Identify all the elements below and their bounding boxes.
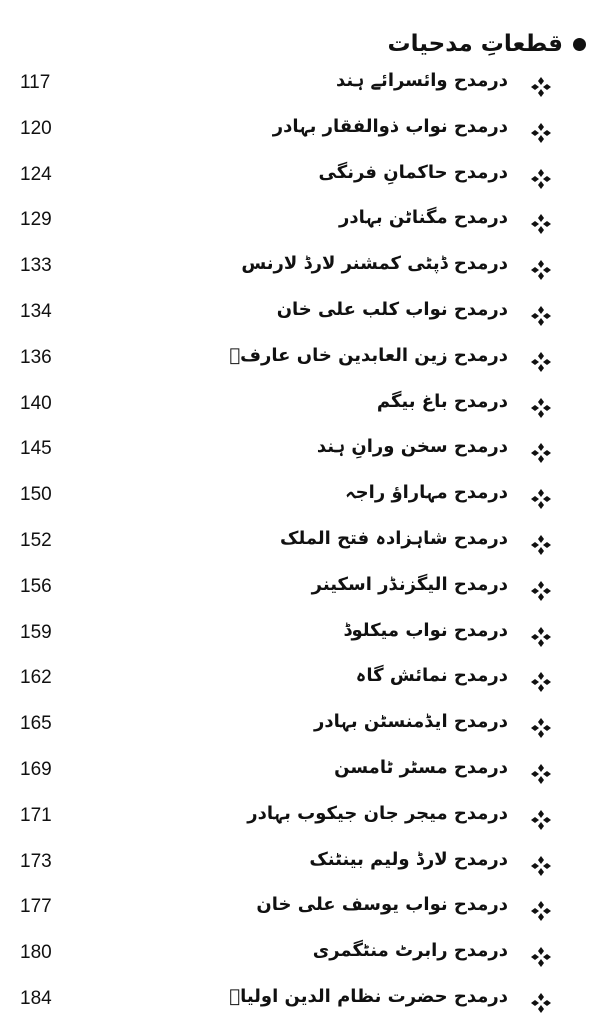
page-number: 134	[20, 300, 52, 322]
toc-row[interactable]	[0, 293, 600, 339]
toc-list	[0, 64, 600, 1026]
four-diamond-bullet-icon	[530, 488, 552, 510]
four-diamond-bullet-icon	[530, 580, 552, 602]
toc-row[interactable]	[0, 659, 600, 705]
page-number: 124	[20, 163, 52, 185]
four-diamond-bullet-icon	[530, 213, 552, 235]
toc-row[interactable]	[0, 751, 600, 797]
entry-title: درمدح نمائش گاہ	[355, 665, 508, 687]
four-diamond-bullet-icon	[530, 351, 552, 373]
toc-row[interactable]	[0, 522, 600, 568]
entry-title: درمدح مسٹر ٹامسن	[334, 756, 508, 778]
four-diamond-bullet-icon	[530, 168, 552, 190]
page-number: 184	[20, 987, 52, 1009]
toc-row[interactable]	[0, 110, 600, 156]
four-diamond-bullet-icon	[530, 717, 552, 739]
toc-row[interactable]	[0, 64, 600, 110]
toc-row[interactable]	[0, 934, 600, 980]
toc-row[interactable]	[0, 705, 600, 751]
entry-title: درمدح مگناٹن بہادر	[339, 207, 508, 229]
toc-row[interactable]	[0, 156, 600, 202]
four-diamond-bullet-icon	[530, 809, 552, 831]
filled-circle-icon	[573, 38, 586, 51]
entry-title: درمدح باغ بیگم	[376, 390, 508, 412]
page-number: 162	[20, 667, 52, 689]
page-number: 136	[20, 346, 52, 368]
four-diamond-bullet-icon	[530, 534, 552, 556]
entry-title: درمدح نواب یوسف علی خان	[256, 894, 508, 916]
toc-row[interactable]	[0, 430, 600, 476]
four-diamond-bullet-icon	[530, 305, 552, 327]
entry-title: درمدح نواب میکلوڈ	[343, 619, 508, 641]
toc-row[interactable]	[0, 797, 600, 843]
entry-title: درمدح الیگزنڈر اسکینر	[311, 573, 508, 595]
page-number: 145	[20, 438, 52, 460]
page-number: 120	[20, 117, 52, 139]
page-number: 133	[20, 255, 52, 277]
page-number: 117	[20, 72, 51, 93]
entry-title: درمدح لارڈ ولیم بینٹنک	[309, 848, 508, 870]
four-diamond-bullet-icon	[530, 671, 552, 693]
four-diamond-bullet-icon	[530, 763, 552, 785]
entry-title: درمدح مہاراؤ راجہ	[345, 482, 508, 504]
four-diamond-bullet-icon	[530, 992, 552, 1014]
toc-row[interactable]	[0, 980, 600, 1026]
page-number: 150	[20, 484, 52, 506]
page-number: 173	[20, 850, 52, 872]
four-diamond-bullet-icon	[530, 397, 552, 419]
toc-row[interactable]	[0, 843, 600, 889]
section-title: قطعاتِ مدحیات	[387, 30, 563, 57]
page-number: 171	[20, 804, 52, 826]
entry-title: درمدح نواب ذوالفقار بہادر	[272, 115, 508, 137]
page-number: 140	[20, 392, 52, 414]
four-diamond-bullet-icon	[530, 900, 552, 922]
entry-title: درمدح وائسرائے ہند	[335, 70, 508, 91]
toc-row[interactable]	[0, 201, 600, 247]
page-number: 129	[20, 209, 52, 231]
entry-title: درمدح حضرت نظام الدین اولیاؒ	[229, 985, 508, 1007]
toc-row[interactable]	[0, 247, 600, 293]
toc-row[interactable]	[0, 568, 600, 614]
page-number: 180	[20, 942, 52, 964]
four-diamond-bullet-icon	[530, 855, 552, 877]
page-number: 169	[20, 758, 52, 780]
toc-row[interactable]	[0, 476, 600, 522]
toc-row[interactable]	[0, 614, 600, 660]
page-number: 159	[20, 621, 52, 643]
entry-title: درمدح شاہزادہ فتح الملک	[280, 527, 508, 549]
four-diamond-bullet-icon	[530, 122, 552, 144]
page-number: 156	[20, 575, 52, 597]
four-diamond-bullet-icon	[530, 76, 552, 98]
entry-title: درمدح میجر جان جیکوب بہادر	[247, 802, 508, 824]
entry-title: درمدح سخن ورانِ ہند	[316, 436, 508, 458]
four-diamond-bullet-icon	[530, 442, 552, 464]
toc-row[interactable]	[0, 888, 600, 934]
page-number: 165	[20, 713, 52, 735]
toc-row[interactable]	[0, 339, 600, 385]
entry-title: درمدح زین العابدین خاں عارفؔ	[229, 344, 508, 366]
entry-title: درمدح حاکمانِ فرنگی	[318, 161, 508, 183]
entry-title: درمدح نواب کلب علی خان	[276, 298, 508, 320]
four-diamond-bullet-icon	[530, 626, 552, 648]
page-number: 152	[20, 529, 52, 551]
four-diamond-bullet-icon	[530, 946, 552, 968]
entry-title: درمدح ڈپٹی کمشنر لارڈ لارنس	[241, 253, 508, 275]
four-diamond-bullet-icon	[530, 259, 552, 281]
page-number: 177	[20, 896, 52, 918]
entry-title: درمدح رابرٹ منٹگمری	[312, 940, 508, 962]
section-header	[388, 26, 586, 62]
toc-row[interactable]	[0, 385, 600, 431]
entry-title: درمدح ایڈمنسٹن بہادر	[314, 711, 508, 733]
